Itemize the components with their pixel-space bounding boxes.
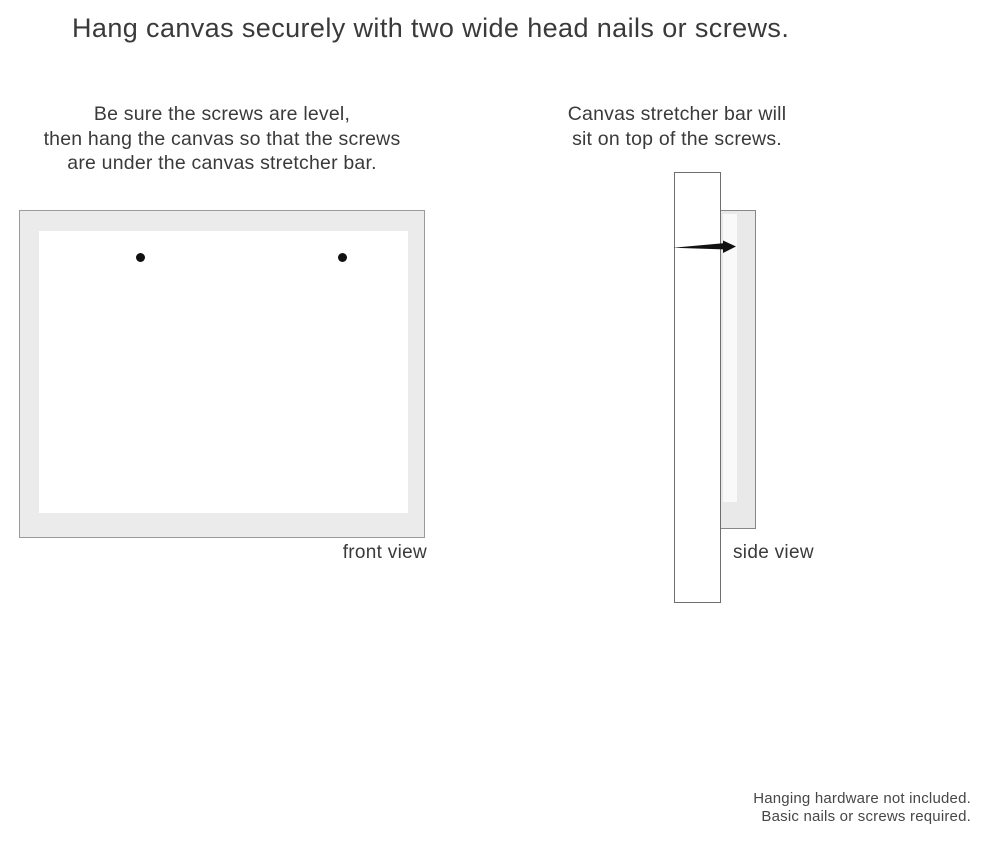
page-title: Hang canvas securely with two wide head nails or screws. bbox=[72, 13, 790, 43]
instruction-line: sit on top of the screws. bbox=[572, 127, 782, 150]
side-view-instruction bbox=[527, 102, 827, 151]
footer-note bbox=[671, 790, 971, 825]
instruction-line: then hang the canvas so that the screws bbox=[43, 127, 401, 150]
instruction-line: Canvas stretcher bar will bbox=[567, 103, 787, 125]
instruction-line: Be sure the screws are level, bbox=[93, 103, 351, 125]
footer-line: Hanging hardware not included. bbox=[753, 790, 971, 807]
footer-line: Basic nails or screws required. bbox=[761, 807, 971, 825]
canvas-frame-front bbox=[19, 210, 425, 538]
front-view-instruction bbox=[22, 102, 422, 176]
screw-dot-right bbox=[338, 253, 347, 262]
instruction-line: are under the canvas stretcher bar. bbox=[67, 152, 377, 174]
screw-dot-left bbox=[136, 253, 145, 262]
front-view-label: front view bbox=[342, 542, 427, 563]
side-view-label: side view bbox=[733, 542, 814, 563]
canvas-face bbox=[39, 231, 408, 513]
nail-icon bbox=[668, 235, 744, 259]
